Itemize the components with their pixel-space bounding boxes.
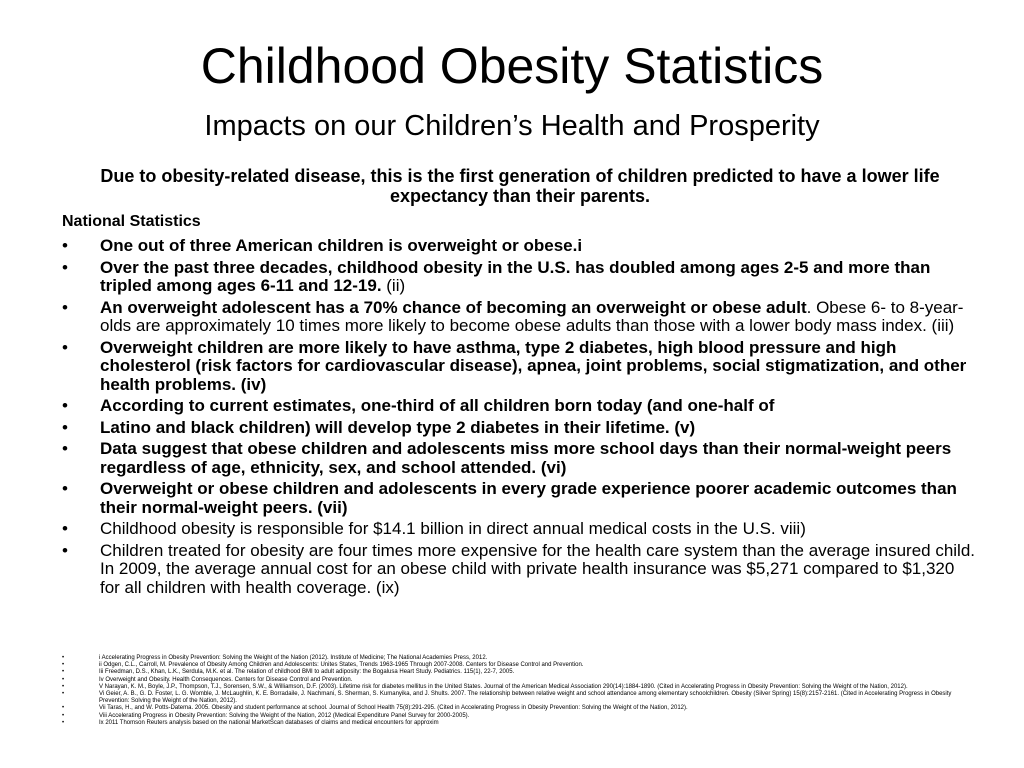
bullet-text-bold: An overweight adolescent has a 70% chance of becoming an overweight or obese adult: [100, 297, 807, 317]
footnote-item: [60, 655, 965, 662]
footnote-text: V Narayan, K. M., Boyle, J.P., Thompson, T.J., Sorensen, S.W., & Williamson, D.F. (2003). Lifetime risk for diabetes mellitus in the United States. Journal of the American Medical Association 290(14):1884-1890. (Cited in Accelerating Progress in Obesity Prevention: Solving the Weight of the Nation, 2012).: [99, 683, 908, 690]
bullet-text-bold: According to current estimates, one-third of all children born today (and one-half of: [100, 396, 775, 415]
bullet-icon: •: [62, 236, 68, 255]
footnote-item: [60, 662, 965, 669]
list-item: [60, 440, 975, 477]
list-item: [60, 520, 975, 539]
list-item: [60, 237, 975, 256]
bullet-icon: •: [62, 662, 65, 669]
bullet-icon: •: [62, 337, 68, 357]
footnote-text: ii Odgen, C.L., Carroll, M. Prevalence of Obesity Among Children and Adolescents: Unites States, Trends 1963-1965 Through 2007-2008. Centers for Disease Control and Prevention.: [99, 662, 584, 669]
bullet-icon: •: [62, 479, 68, 498]
section-heading: National Statistics: [62, 213, 201, 230]
footnote-text: Vii Taras, H., and W. Potts-Datema. 2005. Obesity and student performance at school. Journal of School Health 75(8):291-295. (Cited in Accelerating Progress in Obesity Prevention: Solving the Weight of the Nation, 2012).: [99, 705, 688, 712]
bullet-icon: •: [62, 297, 68, 317]
footnote-item: [60, 677, 965, 684]
slide-subtitle: Impacts on our Children’s Health and Prosperity: [204, 110, 820, 142]
bullet-icon: •: [62, 719, 65, 726]
bullet-text-bold: Over the past three decades, childhood obesity in the U.S. has doubled among ages 2-5 and more than tripled among ages 6-11 and 12-19.: [100, 257, 931, 295]
bullet-icon: •: [62, 676, 65, 683]
bullet-icon: •: [62, 257, 68, 277]
statistics-list: [60, 237, 975, 600]
list-item: [60, 339, 975, 395]
bullet-text-bold: Overweight children are more likely to have asthma, type 2 diabetes, high blood pressure and high cholesterol (risk factors for cardiovascular disease), apnea, joint problems, social stigmatization, and other health problems. (iv): [100, 337, 967, 394]
bullet-icon: •: [62, 655, 65, 661]
bullet-text: Children treated for obesity are four times more expensive for the health care system than the average insured child. In 2009, the average annual cost for an obese child with private health insurance was $5,271 compared to $1,320 for all children with health coverage. (ix): [100, 540, 976, 597]
list-item: [60, 259, 975, 296]
list-item: [60, 419, 975, 438]
bullet-icon: •: [62, 683, 65, 690]
bullet-icon: •: [62, 540, 68, 560]
bullet-icon: •: [62, 705, 65, 712]
footnotes-list: [60, 655, 965, 727]
bullet-icon: •: [62, 691, 65, 698]
slide-title: Childhood Obesity Statistics: [200, 38, 824, 94]
footnote-text: Vi Geier, A. B., G. D. Foster, L. G. Womble, J. McLaughlin, K. E. Borradaile, J. Nachmani, S. Sherman, S. Kumanyika, and J. Shults. 2007. The relationship between relative weight and school attendance among elementary schoolchildren. Obesity (Silver Spring) 15(8):2157-2161. (Cited in Accelerating Progress in Obesity Prevention: Solving the Weight of the Nation, 2012).: [99, 691, 952, 705]
footnote-text: Viii Accelerating Progress in Obesity Prevention: Solving the Weight of the Nation, 2012 (Medical Expenditure Panel Survey for 2000-2005).: [99, 712, 470, 719]
footnote-item: [60, 669, 965, 676]
bullet-text-bold: One out of three American children is overweight or obese.i: [100, 236, 583, 255]
list-item: [60, 542, 975, 598]
bullet-text: Childhood obesity is responsible for $14.1 billion in direct annual medical costs in the U.S. viii): [100, 519, 806, 538]
bullet-text: (ii): [381, 276, 406, 295]
bullet-icon: •: [62, 712, 65, 719]
footnote-item: [60, 720, 965, 727]
footnote-text: Iv Overweight and Obesity. Health Consequences. Centers for Disease Control and Prevention.: [99, 676, 353, 683]
bullet-icon: •: [62, 519, 68, 538]
list-item: [60, 299, 975, 336]
footnote-text: i Accelerating Progress in Obesity Prevention: Solving the Weight of the Nation (2012). Institute of Medicine; The National Academies Press, 2012.: [99, 655, 488, 661]
bullet-text-bold: Data suggest that obese children and adolescents miss more school days than their normal-weight peers regardless of age, ethnicity, sex, and school attended. (vi): [100, 439, 952, 477]
footnote-item: [60, 684, 965, 691]
list-item: [60, 480, 975, 517]
footnote-item: [60, 705, 965, 712]
footnote-text: Iii Freedman, D.S., Khan, L.K., Serdula, M.K. et al. The relation of childhood BMI to adult adiposity: the Bogalusa Heart Study. Pediatrics. 115(1), 22-7, 2005.: [99, 669, 515, 676]
lead-statement: Due to obesity-related disease, this is the first generation of children predicted to have a lower life expectancy than their parents.: [100, 166, 940, 206]
footnote-item: [60, 713, 965, 720]
list-item: [60, 397, 975, 416]
bullet-text: . Obese 6- to 8-year-olds are approximately 10 times more likely to become obese adults than those with a lower body mass index. (iii): [100, 297, 964, 335]
footnote-text: Ix 2011 Thomson Reuters analysis based on the national MarketScan databases of claims and medical encounters for approxim: [99, 719, 439, 726]
bullet-icon: •: [62, 396, 68, 415]
footnote-item: [60, 691, 965, 705]
bullet-icon: •: [62, 439, 68, 458]
bullet-icon: •: [62, 669, 65, 676]
bullet-text-bold: Overweight or obese children and adolescents in every grade experience poorer academic outcomes than their normal-weight peers. (vii): [100, 479, 957, 517]
bullet-text-bold: Latino and black children) will develop type 2 diabetes in their lifetime. (v): [100, 417, 696, 437]
bullet-icon: •: [62, 417, 68, 437]
